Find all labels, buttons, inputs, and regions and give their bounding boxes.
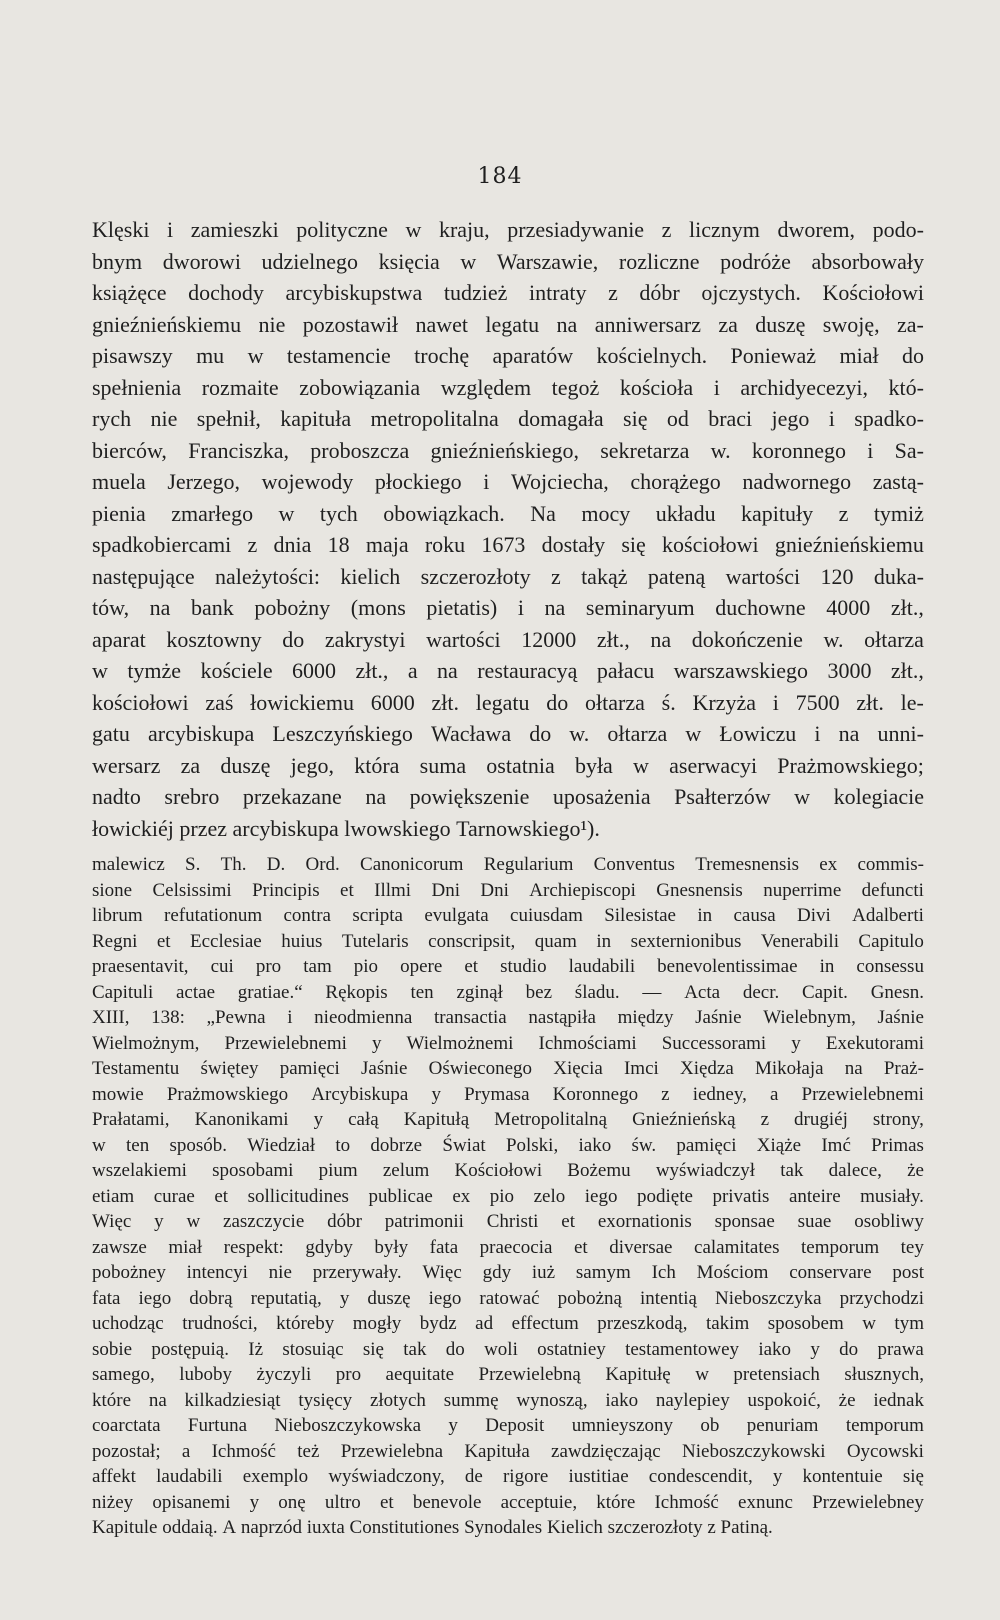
text-line: gatu arcybiskupa Leszczyńskiego Wacława do w. ołtarza w Łowiczu i na unni- — [92, 721, 924, 746]
footnote-line: zawsze miał respekt: gdyby były fata praecocia et diversae calamitates temporum tey — [92, 1236, 924, 1258]
text-line: w tymże kościele 6000 złt., a na restauracyą pałacu warszawskiego 3000 złt., — [92, 658, 924, 683]
footnote-line: w ten sposób. Wiedział to dobrze Świat Polski, iako św. pamięci Xiąże Imć Primas — [92, 1134, 924, 1156]
text-line: następujące należytości: kielich szczerozłoty z takąż pateną wartości 120 duka- — [92, 563, 924, 589]
main-paragraph — [92, 214, 924, 844]
footnote-line: Regni et Ecclesiae huius Tutelaris conscripsit, quam in sexternionibus Venerabili Capitulo — [92, 930, 924, 952]
footnote-line: pozostał; a Ichmość też Przewielebna Kapituła zawdzięczając Nieboszczykowski Oycowski — [92, 1440, 924, 1462]
text-line: wersarz za duszę jego, która suma ostatnia była w aserwacyi Prażmowskiego; — [92, 752, 924, 778]
footnote-line: sobie postępuią. Iż stosuiąc się tak do woli ostatniey testamentowey iako y do prawa — [92, 1338, 924, 1360]
text-line: gnieźnieńskiemu nie pozostawił nawet legatu na anniwersarz za duszę swoję, za- — [92, 311, 924, 337]
footnote-line: sione Celsissimi Principis et Illmi Dni Dni Archiepiscopi Gnesnensis nuperrime defuncti — [92, 879, 924, 901]
page-number: 184 — [477, 164, 523, 189]
footnote-line: fata iego dobrą reputatią, y duszę iego ratować pobożną intentią Nieboszczyka przychodzi — [92, 1287, 924, 1309]
footnote-line: Prałatami, Kanonikami y całą Kapitułą Metropolitalną Gnieźnieńską z drugiéj strony, — [92, 1109, 924, 1130]
text-line: łowickiéj przez arcybiskupa lwowskiego Tarnowskiego¹). — [92, 815, 600, 841]
footnote-line: pobożney intencyi nie przerywały. Więc gdy iuż samym Ich Mościom conservare post — [92, 1262, 924, 1283]
footnote-line: uchodząc trudności, któreby mogły bydz ad effectum przeszkodą, takim sposobem w tym — [92, 1313, 924, 1334]
text-line: książęce dochody arcybiskupstwa tudzież intraty z dóbr ojczystych. Kościołowi — [92, 280, 924, 305]
footnote-line: wszelakiemi sposobami pium zelum Kościołowi Bożemu wyświadczył tak dalece, że — [92, 1160, 924, 1181]
text-line: pienia zmarłego w tych obowiązkach. Na mocy układu kapituły z tymiż — [92, 500, 924, 526]
text-line: spadkobiercami z dnia 18 maja roku 1673 dostały się kościołowi gnieźnieńskiemu — [92, 532, 924, 557]
footnote-line: XIII, 138: „Pewna i nieodmienna transactia nastąpiła między Jaśnie Wielebnym, Jaśnie — [92, 1007, 924, 1028]
text-line: tów, na bank pobożny (mons pietatis) i na seminaryum duchowne 4000 złt., — [92, 595, 924, 620]
text-line: rych nie spełnił, kapituła metropolitalna domagała się od braci jego i spadko- — [92, 406, 924, 431]
footnote-text — [92, 852, 924, 1541]
text-line: bierców, Franciszka, proboszcza gnieźnieńskiego, sekretarza w. koronnego i Sa- — [92, 437, 924, 463]
footnote-line: Wielmożnym, Przewielebnemi y Wielmożnemi Ichmościami Successorami y Exekutorami — [92, 1032, 924, 1054]
footnote-line: praesentavit, cui pro tam pio opere et studio laudabili benevolentissimae in consessu — [92, 956, 924, 977]
footnote-line: librum refutationum contra scripta evulgata cuiusdam Silesistae in causa Divi Adalberti — [92, 905, 924, 926]
footnote-line: malewicz S. Th. D. Ord. Canonicorum Regularium Conventus Tremesnensis ex commis- — [92, 854, 924, 875]
footnote-line: Kapitule oddaią. A naprzód iuxta Constitutiones Synodales Kielich szczerozłoty z Patiną. — [92, 1517, 773, 1538]
text-line: nadto srebro przekazane na powiększenie uposażenia Psałterzów w kolegiacie — [92, 784, 924, 809]
footnote-line: Capituli actae gratiae.“ Rękopis ten zginął bez śladu. — Acta decr. Capit. Gnesn. — [92, 981, 924, 1003]
text-line: bnym dworowi udzielnego księcia w Warszawie, rozliczne podróże absorbowały — [92, 248, 924, 274]
text-line: pisawszy mu w testamencie trochę aparatów kościelnych. Ponieważ miał do — [92, 343, 924, 368]
footnote-line: affekt laudabili exemplo wyświadczony, de rigore iustitiae condescendit, y kontentuie się — [92, 1466, 924, 1487]
text-line: aparat kosztowny do zakrystyi wartości 12000 złt., na dokończenie w. ołtarza — [92, 626, 924, 652]
text-line: spełnienia rozmaite zobowiązania względem tegoż kościoła i archidyecezyi, któ- — [92, 374, 924, 400]
footnote-line: niżey opisanemi y onę ultro et benevole acceptuie, które Ichmość exnunc Przewielebney — [92, 1491, 924, 1513]
footnote-line: mowie Prażmowskiego Arcybiskupa y Prymasa Koronnego z iedney, a Przewielebnemi — [92, 1083, 924, 1105]
footnote-line: które na kilkadziesiąt tysięcy złotych summę wynoszą, iako naylepiey uspokoić, że iednak — [92, 1389, 924, 1411]
text-line: muela Jerzego, wojewody płockiego i Wojciecha, chorążego nadwornego zastą- — [92, 469, 924, 494]
footnote-line: coarctata Furtuna Nieboszczykowska y Deposit umnieyszony ob penuriam temporum — [92, 1415, 924, 1436]
footnote-line: Testamentu świętey pamięci Jaśnie Oświeconego Xięcia Imci Xiędza Mikołaja na Praż- — [92, 1058, 924, 1079]
footnote-line: samego, luboby życzyli pro aequitate Przewielebną Kapitułę w pretensiach słusznych, — [92, 1364, 924, 1385]
footnote-line: Więc y w zaszczycie dóbr patrimonii Christi et exornationis sponsae suae osobliwy — [92, 1211, 924, 1232]
text-line: kościołowi zaś łowickiemu 6000 złt. legatu do ołtarza ś. Krzyża i 7500 złt. le- — [92, 689, 924, 715]
footnote-line: etiam curae et sollicitudines publicae ex pio zelo iego podięte privatis anteire musiały. — [92, 1185, 924, 1207]
text-line: Klęski i zamieszki polityczne w kraju, przesiadywanie z licznym dworem, podo- — [92, 217, 924, 242]
